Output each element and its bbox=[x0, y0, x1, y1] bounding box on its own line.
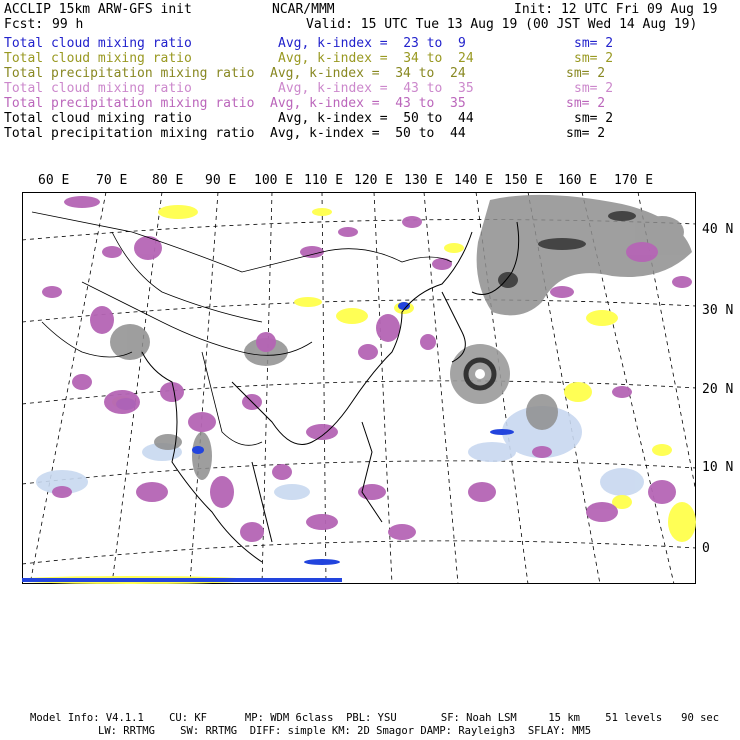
lon-label: 150 E bbox=[504, 173, 544, 188]
legend-smooth: sm= 2 bbox=[574, 111, 614, 126]
legend-field: Total cloud mixing ratio bbox=[4, 51, 192, 66]
lat-label: 10 N bbox=[702, 460, 734, 475]
legend-field: Total precipitation mixing ratio bbox=[4, 66, 255, 81]
legend-field: Total cloud mixing ratio bbox=[4, 81, 192, 96]
valid-time: Valid: 15 UTC Tue 13 Aug 19 (00 JST Wed 14 Aug 19) bbox=[306, 17, 698, 32]
legend-smooth: sm= 2 bbox=[566, 66, 606, 81]
map-panel bbox=[22, 192, 696, 584]
legend-field: Total precipitation mixing ratio bbox=[4, 96, 255, 111]
typhoon-vortex bbox=[450, 344, 510, 404]
org-label: NCAR/MMM bbox=[272, 2, 335, 17]
lon-label: 70 E bbox=[96, 173, 128, 188]
legend-smooth: sm= 2 bbox=[574, 36, 614, 51]
lat-label: 20 N bbox=[702, 382, 734, 397]
legend-smooth: sm= 2 bbox=[574, 81, 614, 96]
lon-label: 130 E bbox=[404, 173, 444, 188]
lon-label: 90 E bbox=[205, 173, 237, 188]
lat-label: 40 N bbox=[702, 222, 734, 237]
legend-field: Total cloud mixing ratio bbox=[4, 36, 192, 51]
lon-label: 100 E bbox=[254, 173, 294, 188]
model-physics: LW: RRTMG SW: RRTMG DIFF: simple KM: 2D Smagor DAMP: Rayleigh3 SFLAY: MM5 bbox=[98, 725, 592, 737]
forecast-hour: 99 h bbox=[52, 17, 84, 32]
legend-stat: Avg, k-index = 23 to 9 bbox=[278, 36, 466, 51]
legend-smooth: sm= 2 bbox=[574, 51, 614, 66]
model-info: Model Info: V4.1.1 CU: KF MP: WDM 6class PBL: YSU SF: Noah LSM 15 km 51 levels 90 sec bbox=[30, 712, 720, 724]
model-title: ACCLIP 15km ARW-GFS init bbox=[4, 2, 192, 17]
lon-label: 140 E bbox=[454, 173, 494, 188]
legend-field: Total precipitation mixing ratio bbox=[4, 126, 255, 141]
lon-label: 160 E bbox=[558, 173, 598, 188]
legend-stat: Avg, k-index = 43 to 35 bbox=[278, 81, 474, 96]
legend-stat: Avg, k-index = 50 to 44 bbox=[278, 111, 474, 126]
lon-label: 170 E bbox=[614, 173, 654, 188]
legend-stat: Avg, k-index = 34 to 24 bbox=[278, 51, 474, 66]
lon-label: 60 E bbox=[38, 173, 70, 188]
legend-smooth: sm= 2 bbox=[566, 126, 606, 141]
lat-label: 30 N bbox=[702, 303, 734, 318]
forecast-label: Fcst: bbox=[4, 17, 44, 32]
map-canvas bbox=[22, 192, 696, 584]
lat-label: 0 bbox=[702, 541, 710, 556]
lon-label: 110 E bbox=[304, 173, 344, 188]
init-time: Init: 12 UTC Fri 09 Aug 19 bbox=[514, 2, 718, 17]
legend-smooth: sm= 2 bbox=[566, 96, 606, 111]
legend-field: Total cloud mixing ratio bbox=[4, 111, 192, 126]
legend-stat: Avg, k-index = 43 to 35 bbox=[270, 96, 466, 111]
lon-label: 80 E bbox=[152, 173, 184, 188]
lon-label: 120 E bbox=[354, 173, 394, 188]
legend-stat: Avg, k-index = 34 to 24 bbox=[270, 66, 466, 81]
legend-stat: Avg, k-index = 50 to 44 bbox=[270, 126, 466, 141]
